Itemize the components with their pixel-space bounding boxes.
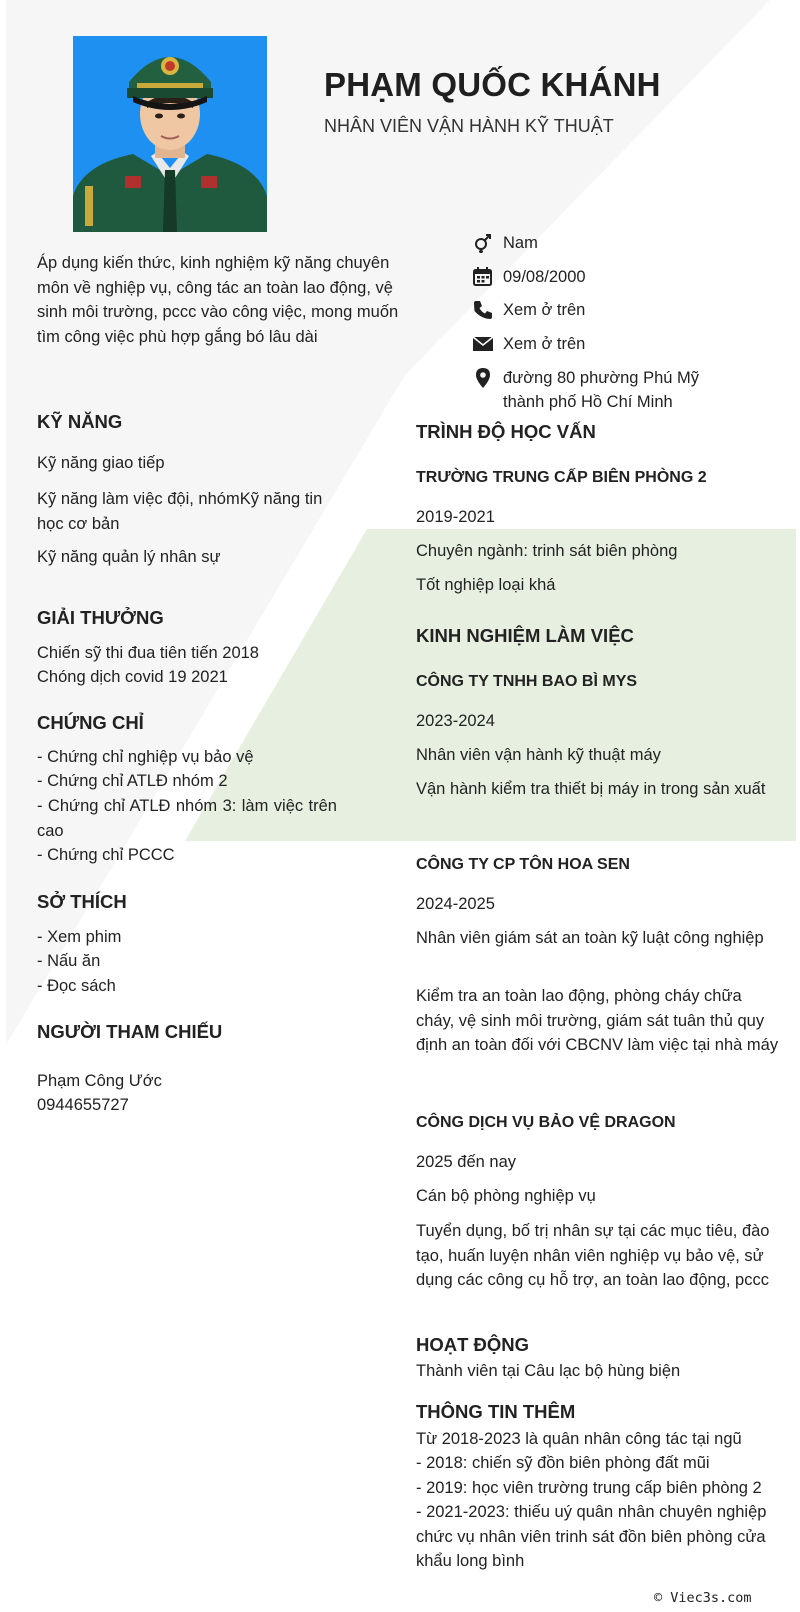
skill-item: Kỹ năng quản lý nhân sự: [37, 548, 221, 566]
birthday-value: 09/08/2000: [503, 268, 586, 286]
phone-icon: [472, 299, 494, 321]
certificate-item: - Chứng chỉ ATLĐ nhóm 2: [37, 772, 228, 790]
education-major: Chuyên ngành: trinh sát biên phòng: [416, 542, 678, 560]
skill-item: Kỹ năng giao tiếp: [37, 454, 165, 472]
education-school: TRƯỜNG TRUNG CẤP BIÊN PHÒNG 2: [416, 469, 707, 486]
job-role: Nhân viên vận hành kỹ thuật máy: [416, 746, 661, 764]
email-icon: [472, 333, 494, 355]
activities-text: Thành viên tại Câu lạc bộ hùng biện: [416, 1362, 681, 1380]
contact-email: [472, 332, 762, 356]
references-heading: NGƯỜI THAM CHIẾU: [37, 1021, 223, 1042]
contact-birthday: [472, 265, 762, 289]
education-heading: TRÌNH ĐỘ HỌC VẤN: [416, 421, 596, 442]
certificate-item: - Chứng chỉ PCCC: [37, 846, 175, 864]
additional-line: Từ 2018-2023 là quân nhân công tác tại ngũ: [416, 1430, 742, 1448]
address-line-1: đường 80 phường Phú Mỹ: [503, 369, 700, 387]
address-value: [503, 366, 763, 414]
copyright-footer: © Viec3s.com: [654, 1590, 752, 1606]
hobby-item: - Nấu ăn: [37, 952, 101, 970]
candidate-title: NHÂN VIÊN VẬN HÀNH KỸ THUẬT: [324, 116, 614, 136]
reference-name: Phạm Công Ước: [37, 1072, 162, 1090]
award-item: Chóng dịch covid 19 2021: [37, 668, 228, 686]
candidate-name: PHẠM QUỐC KHÁNH: [324, 66, 661, 103]
certificate-item: - Chứng chỉ ATLĐ nhóm 3: làm việc trên cao: [37, 797, 337, 840]
gender-icon: [472, 232, 494, 254]
hobbies-heading: SỞ THÍCH: [37, 891, 127, 912]
job-description: Vận hành kiểm tra thiết bị máy in trong sản xuất: [416, 780, 766, 798]
additional-line: - 2019: học viên trường trung cấp biên phòng 2: [416, 1479, 762, 1497]
education-period: 2019-2021: [416, 508, 495, 526]
reference-phone: 0944655727: [37, 1096, 129, 1114]
calendar-icon: [472, 266, 494, 288]
phone-value: Xem ở trên: [503, 301, 586, 319]
skill-item: Kỹ năng làm việc đội, nhómKỹ năng tin học cơ bản: [37, 490, 323, 533]
job-company: CÔNG TY CP TÔN HOA SEN: [416, 856, 630, 873]
gender-value: Nam: [503, 234, 538, 252]
address-line-2: thành phố Hồ Chí Minh: [503, 393, 673, 411]
job-role: Cán bộ phòng nghiệp vụ: [416, 1187, 596, 1205]
job-description: Tuyển dụng, bố trị nhân sự tại các mục tiêu, đào tạo, huấn luyện nhân viên nghiệp vụ bảo vệ, sử dụng các công cụ hỗ trợ, an toàn lao động, pccc: [416, 1222, 770, 1289]
award-item: Chiến sỹ thi đua tiên tiến 2018: [37, 644, 259, 662]
job-description: Kiểm tra an toàn lao động, phòng cháy chữa cháy, vệ sinh môi trường, giám sát tuân thủ quy định an toàn đối với CBCNV làm việc tại nhà máy: [416, 987, 779, 1054]
job-company: CÔNG TY TNHH BAO BÌ MYS: [416, 673, 638, 690]
career-objective: Áp dụng kiến thức, kinh nghiệm kỹ năng chuyên môn về nghiệp vụ, công tác an toàn lao động, vệ sinh môi trường, pccc vào công việc, mong muốn tìm công việc phù hợp gắng bó lâu dài: [37, 254, 399, 346]
job-company: CÔNG DỊCH VỤ BẢO VỆ DRAGON: [416, 1114, 676, 1131]
experience-heading: KINH NGHIỆM LÀM VIỆC: [416, 625, 634, 646]
activities-heading: HOẠT ĐỘNG: [416, 1334, 530, 1355]
profile-photo: [73, 36, 267, 232]
email-value: Xem ở trên: [503, 335, 586, 353]
hobby-item: - Đọc sách: [37, 977, 116, 995]
awards-heading: GIẢI THƯỞNG: [37, 607, 164, 628]
certificates-heading: CHỨNG CHỈ: [37, 712, 144, 733]
job-period: 2025 đến nay: [416, 1153, 517, 1171]
additional-line: - 2021-2023: thiếu uý quân nhân chuyên nghiệp chức vụ nhân viên trinh sát đồn biên phòng cửa khẩu long bình: [416, 1503, 767, 1570]
contact-gender: [472, 231, 762, 255]
job-period: 2024-2025: [416, 895, 495, 913]
job-period: 2023-2024: [416, 712, 495, 730]
education-result: Tốt nghiệp loại khá: [416, 576, 556, 594]
contact-address: [472, 366, 762, 414]
job-role: Nhân viên giám sát an toàn kỹ luật công nghiệp: [416, 929, 764, 947]
certificate-item: - Chứng chỉ nghiệp vụ bảo vệ: [37, 748, 254, 766]
additional-line: - 2018: chiến sỹ đồn biên phòng đất mũi: [416, 1454, 710, 1472]
location-icon: [472, 367, 494, 389]
contact-phone: [472, 298, 762, 322]
skills-heading: KỸ NĂNG: [37, 411, 123, 432]
hobby-item: - Xem phim: [37, 928, 122, 946]
additional-heading: THÔNG TIN THÊM: [416, 1401, 576, 1422]
